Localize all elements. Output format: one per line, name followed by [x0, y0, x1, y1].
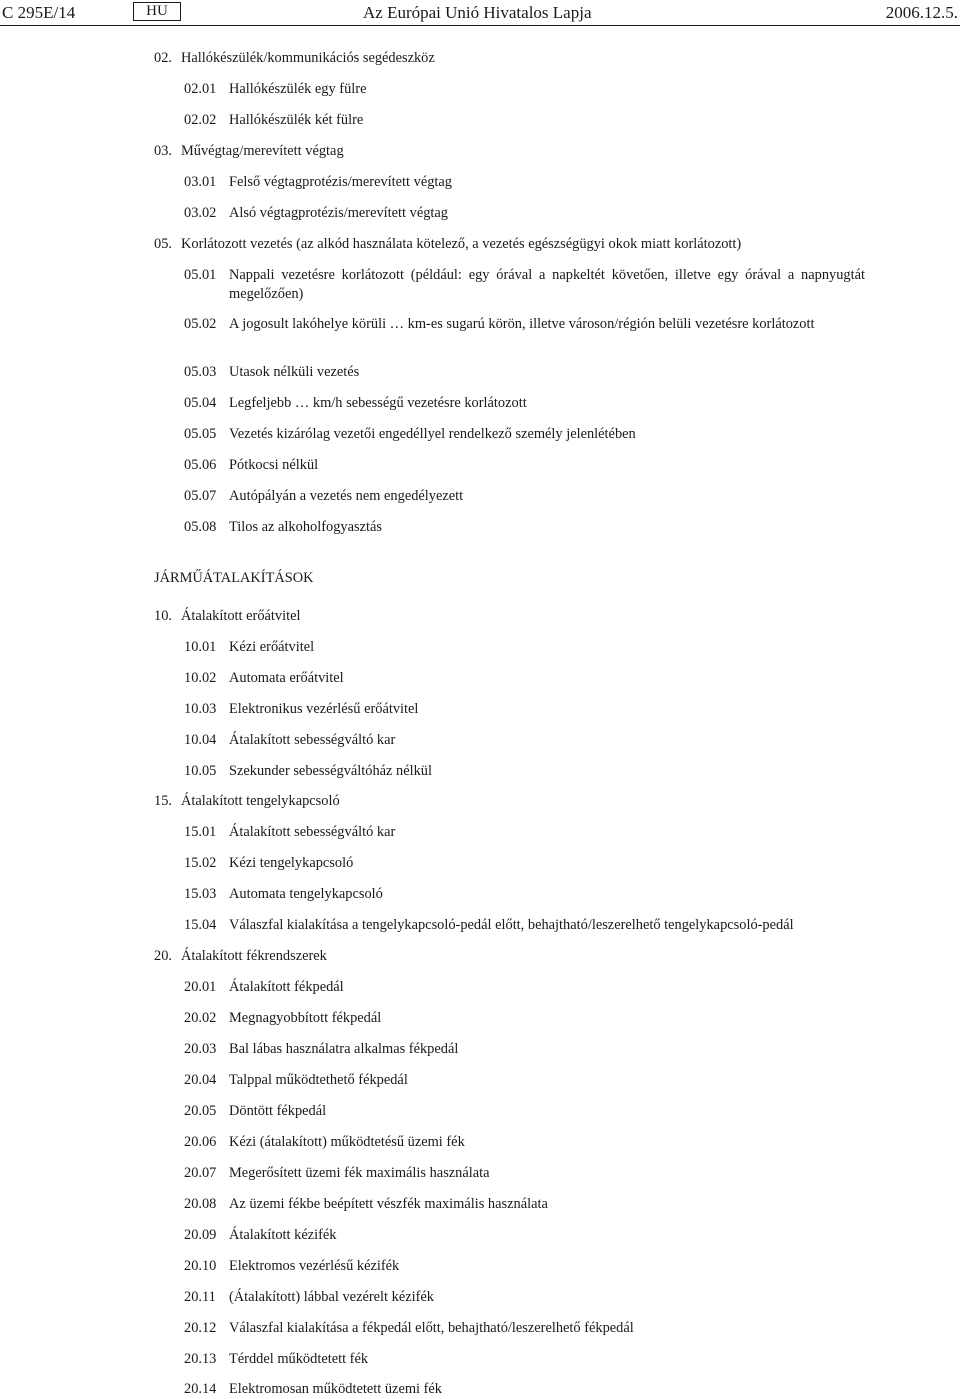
publication-date: 2006.12.5. [885, 3, 958, 22]
list-item: 20.02 Megnagyobbított fékpedál [184, 1010, 382, 1026]
page-header [0, 0, 960, 26]
item-code: 05.01 [184, 267, 217, 283]
list-item: 10.02 Automata erőátvitel [184, 670, 344, 686]
list-item: 05.07 Autópályán a vezetés nem engedélyezett [184, 488, 464, 504]
list-item: 15.03 Automata tengelykapcsoló [184, 886, 383, 902]
list-item: 20.01 Átalakított fékpedál [184, 979, 344, 995]
list-item: 20.10 Elektromos vezérlésű kézifék [184, 1258, 400, 1274]
journal-reference: C 295E/14 [2, 3, 76, 22]
list-item: 20.04 Talppal működtethető fékpedál [184, 1072, 408, 1088]
item-text: Nappali vezetésre korlátozott (például: egy órával a napkeltét követően, illetve egy órával a napnyugtát megelőzően) [229, 267, 865, 302]
list-item: 15.02 Kézi tengelykapcsoló [184, 855, 354, 871]
list-item: 05.08 Tilos az alkoholfogyasztás [184, 519, 382, 535]
list-item: 10. Átalakított erőátvitel [154, 608, 301, 624]
list-item: 05. Korlátozott vezetés (az alkód használata kötelező, a vezetés egészségügyi okok miatt korlátozott) [154, 236, 742, 252]
list-item: 03.02 Alsó végtagprotézis/merevített végtag [184, 205, 448, 221]
list-item: 20.11 (Átalakított) lábbal vezérelt kézifék [184, 1289, 434, 1305]
list-item: 02.01 Hallókészülék egy fülre [184, 81, 367, 97]
list-item: 02.02 Hallókészülék két fülre [184, 112, 364, 128]
list-item: 20.07 Megerősített üzemi fék maximális használata [184, 1165, 490, 1181]
journal-title: Az Európai Unió Hivatalos Lapja [363, 3, 592, 22]
list-item: 15. Átalakított tengelykapcsoló [154, 793, 340, 809]
list-item: 20.12 Válaszfal kialakítása a fékpedál előtt, behajtható/leszerelhető fékpedál [184, 1320, 634, 1336]
list-item: 10.05 Szekunder sebességváltóház nélkül [184, 763, 433, 779]
header-rule [0, 25, 960, 26]
language-badge: HU [133, 2, 181, 21]
list-item: 15.01 Átalakított sebességváltó kar [184, 824, 396, 840]
list-item: 20.14 Elektromosan működtetett üzemi fék [184, 1381, 442, 1397]
list-item: 10.01 Kézi erőátvitel [184, 639, 315, 655]
list-item: 05.06 Pótkocsi nélkül [184, 457, 319, 473]
section-heading: JÁRMŰÁTALAKÍTÁSOK [154, 570, 314, 586]
list-item: 20.09 Átalakított kézifék [184, 1227, 337, 1243]
list-item: 15.04 Válaszfal kialakítása a tengelykapcsoló-pedál előtt, behajtható/leszerelhető tengelykapcsoló-pedál [184, 917, 794, 933]
list-item: 05.04 Legfeljebb … km/h sebességű vezetésre korlátozott [184, 395, 527, 411]
list-item: 03.01 Felső végtagprotézis/merevített végtag [184, 174, 452, 190]
list-item: 10.03 Elektronikus vezérlésű erőátvitel [184, 701, 419, 717]
list-item: 02. Hallókészülék/kommunikációs segédeszköz [154, 50, 435, 66]
list-item: 05.03 Utasok nélküli vezetés [184, 364, 360, 380]
list-item: 20.03 Bal lábas használatra alkalmas fékpedál [184, 1041, 459, 1057]
list-item: 10.04 Átalakított sebességváltó kar [184, 732, 396, 748]
list-item: 05.05 Vezetés kizárólag vezetői engedéllyel rendelkező személy jelenlétében [184, 426, 636, 442]
list-item: 20.13 Térddel működtetett fék [184, 1351, 369, 1367]
list-item: 20. Átalakított fékrendszerek [154, 948, 327, 964]
list-item: 03. Művégtag/merevített végtag [154, 143, 344, 159]
list-item: 20.06 Kézi (átalakított) működtetésű üzemi fék [184, 1134, 465, 1150]
list-item: 20.08 Az üzemi fékbe beépített vészfék maximális használata [184, 1196, 548, 1212]
list-item: 20.05 Döntött fékpedál [184, 1103, 327, 1119]
item-text: A jogosult lakóhelye körüli … km-es sugarú körön, illetve városon/régión belüli vezetésre korlátozott [229, 316, 815, 332]
item-code: 05.02 [184, 316, 217, 332]
